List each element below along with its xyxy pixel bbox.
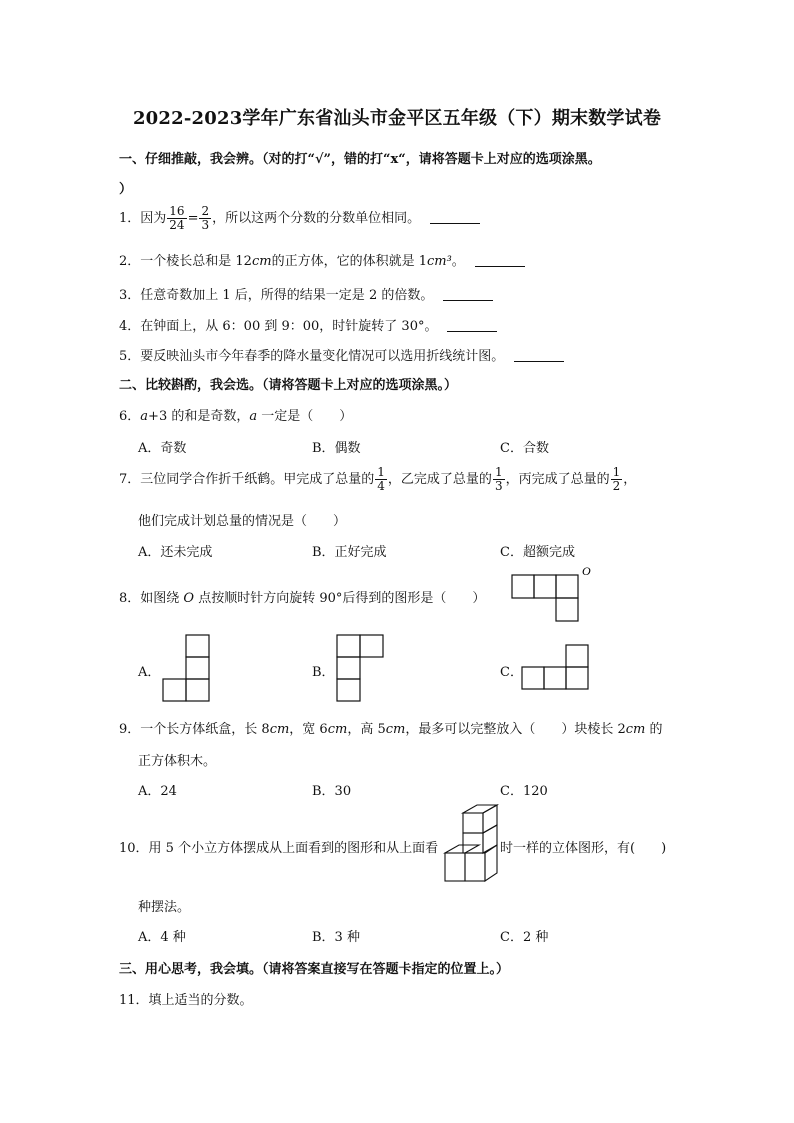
q10-text-a: 10．用 5 个小立方体摆成从上面看到的图形和从上面看 [119,841,439,856]
question-5 [119,345,564,364]
square [544,667,566,689]
unit-cm: cm [251,254,272,269]
q6-text: +3 的和是奇数， [148,409,250,424]
question-9 [119,718,662,737]
q8-option-c[interactable]: C． [500,665,523,680]
denominator: 2 [612,479,621,493]
unit-cm: cm [385,722,406,737]
q8-text-b: 点按顺时针方向旋转 90°后得到的图形是（ ） [194,591,486,606]
answer-blank[interactable] [475,265,525,267]
q8-option-b[interactable]: B． [312,665,335,680]
square [556,598,578,621]
unit-cm: cm [625,722,646,737]
square [522,667,544,689]
q9-text-a: 9．一个长方体纸盒，长 8 [119,722,270,737]
point-o: O [183,591,195,606]
q5-text: 5．要反映汕头市今年春季的降水量变化情况可以选用折线统计图。 [119,349,505,364]
square [337,635,360,657]
q8-text-a: 8．如图绕 [119,591,184,606]
q1-text: ，所以这两个分数的分数单位相同。 [212,211,421,226]
section-2-heading: 二、比较斟酌，我会选。（请将答题卡上对应的选项涂黑。） [119,378,458,393]
q9-text-e: 的 [645,722,663,737]
q10-text-b: 时一样的立体图形，有( ) [500,841,667,856]
question-2 [119,250,525,269]
cube-top-face [445,845,479,853]
answer-blank[interactable] [430,222,480,224]
q2-text-b: 的正方体，它的体积就是 1 [271,254,427,269]
cube-front-face [465,853,485,881]
denominator: 4 [377,479,385,493]
square [512,575,534,598]
question-9-line-2: 正方体积木。 [138,754,217,769]
q7-option-c[interactable]: C．超额完成 [500,545,575,560]
square [566,667,588,689]
q6-option-c[interactable]: C．合数 [500,441,549,456]
square [337,679,360,701]
numerator: 1 [612,465,621,479]
q7-text-a: 7．三位同学合作折千纸鹤。甲完成了总量的 [119,472,375,487]
denominator: 3 [494,479,503,493]
q7-text-c: ，丙完成了总量的 [505,472,610,487]
q8-option-a-figure[interactable] [160,634,212,702]
q8-option-b-figure[interactable] [336,634,386,702]
point-o-label: O [582,564,591,578]
q6-number: 6． [119,409,141,424]
section-3-heading: 三、用心思考，我会填。（请将答案直接写在答题卡指定的位置上。） [119,962,510,977]
numerator: 1 [494,465,503,479]
cube-front-face [463,813,483,833]
question-7 [119,466,636,493]
q6-option-a[interactable]: A．奇数 [138,441,187,456]
question-7-line-2: 他们完成计划总量的情况是（ ） [138,514,347,529]
q9-text-d: ，最多可以完整放入（ ）块棱长 2 [405,722,626,737]
q2-text-c: 。 [451,254,465,269]
question-10-cont [500,837,666,856]
equals-sign: = [187,211,199,226]
q9-text-b: ，宽 6 [289,722,328,737]
square [360,635,383,657]
q10-option-b[interactable]: B．3 种 [312,930,360,945]
square [337,657,360,679]
q10-option-a[interactable]: A．4 种 [138,930,186,945]
question-10-line-2: 种摆法。 [138,900,191,915]
fraction-16-24 [167,205,186,232]
q7-text-d: ， [623,472,637,487]
q9-text-c: ，高 5 [347,722,386,737]
q3-text: 3．任意奇数加上 1 后，所得的结果一定是 2 的倍数。 [119,288,434,303]
square [186,635,209,657]
cube-front-face [445,853,465,881]
fraction-1-4 [375,466,387,493]
q1-prefix: 1．因为 [119,211,167,226]
question-3 [119,284,493,303]
q7-option-b[interactable]: B．正好完成 [312,545,387,560]
fraction-1-2 [611,466,623,493]
answer-blank[interactable] [514,360,564,362]
question-6 [119,405,352,424]
q8-original-figure [510,564,596,626]
denominator: 24 [169,218,185,232]
answer-blank[interactable] [447,330,497,332]
q7-option-a[interactable]: A．还未完成 [138,545,213,560]
q4-text: 4．在钟面上，从 6：00 到 9：00，时针旋转了 30°。 [119,319,438,334]
section-1-heading: 一、仔细推敲，我会辨。（对的打“√”，错的打“x“，请将答题卡上对应的选项涂黑。 [119,152,601,167]
q7-text-b: ，乙完成了总量的 [387,472,492,487]
denominator: 3 [201,218,210,232]
section-1-heading-cont: ） [119,182,133,197]
q9-option-c[interactable]: C．120 [500,784,548,799]
question-10 [119,837,438,856]
numerator: 2 [201,204,210,218]
fraction-2-3 [199,205,211,232]
q6-option-b[interactable]: B．偶数 [312,441,361,456]
square [186,657,209,679]
q10-option-c[interactable]: C．2 种 [500,930,549,945]
page-title: 2022-2023学年广东省汕头市金平区五年级（下）期末数学试卷 [132,108,662,129]
q8-option-a[interactable]: A． [138,665,161,680]
square [556,575,578,598]
variable-a: a [249,409,258,424]
cube-side-face [483,825,497,853]
numerator: 1 [377,465,385,479]
q2-text-a: 2．一个棱长总和是 12 [119,254,252,269]
q9-option-a[interactable]: A．24 [138,784,177,799]
q10-cube-figure [443,803,501,885]
fraction-1-3 [493,466,505,493]
question-11: 11．填上适当的分数。 [119,993,253,1008]
cube-front-face [463,833,483,853]
numerator: 16 [169,204,185,218]
question-1 [119,205,480,232]
variable-a: a [140,409,149,424]
unit-cm3: cm³ [426,254,452,269]
answer-blank[interactable] [443,299,493,301]
q6-text-2: 一定是（ ） [257,409,353,424]
question-8 [119,587,485,606]
q9-option-b[interactable]: B．30 [312,784,352,799]
square [534,575,556,598]
square [186,679,209,701]
q8-option-c-figure[interactable] [520,643,590,691]
cube-top-face [463,805,497,813]
unit-cm: cm [269,722,290,737]
square [163,679,186,701]
question-4 [119,315,497,334]
unit-cm: cm [327,722,348,737]
square [566,645,588,667]
